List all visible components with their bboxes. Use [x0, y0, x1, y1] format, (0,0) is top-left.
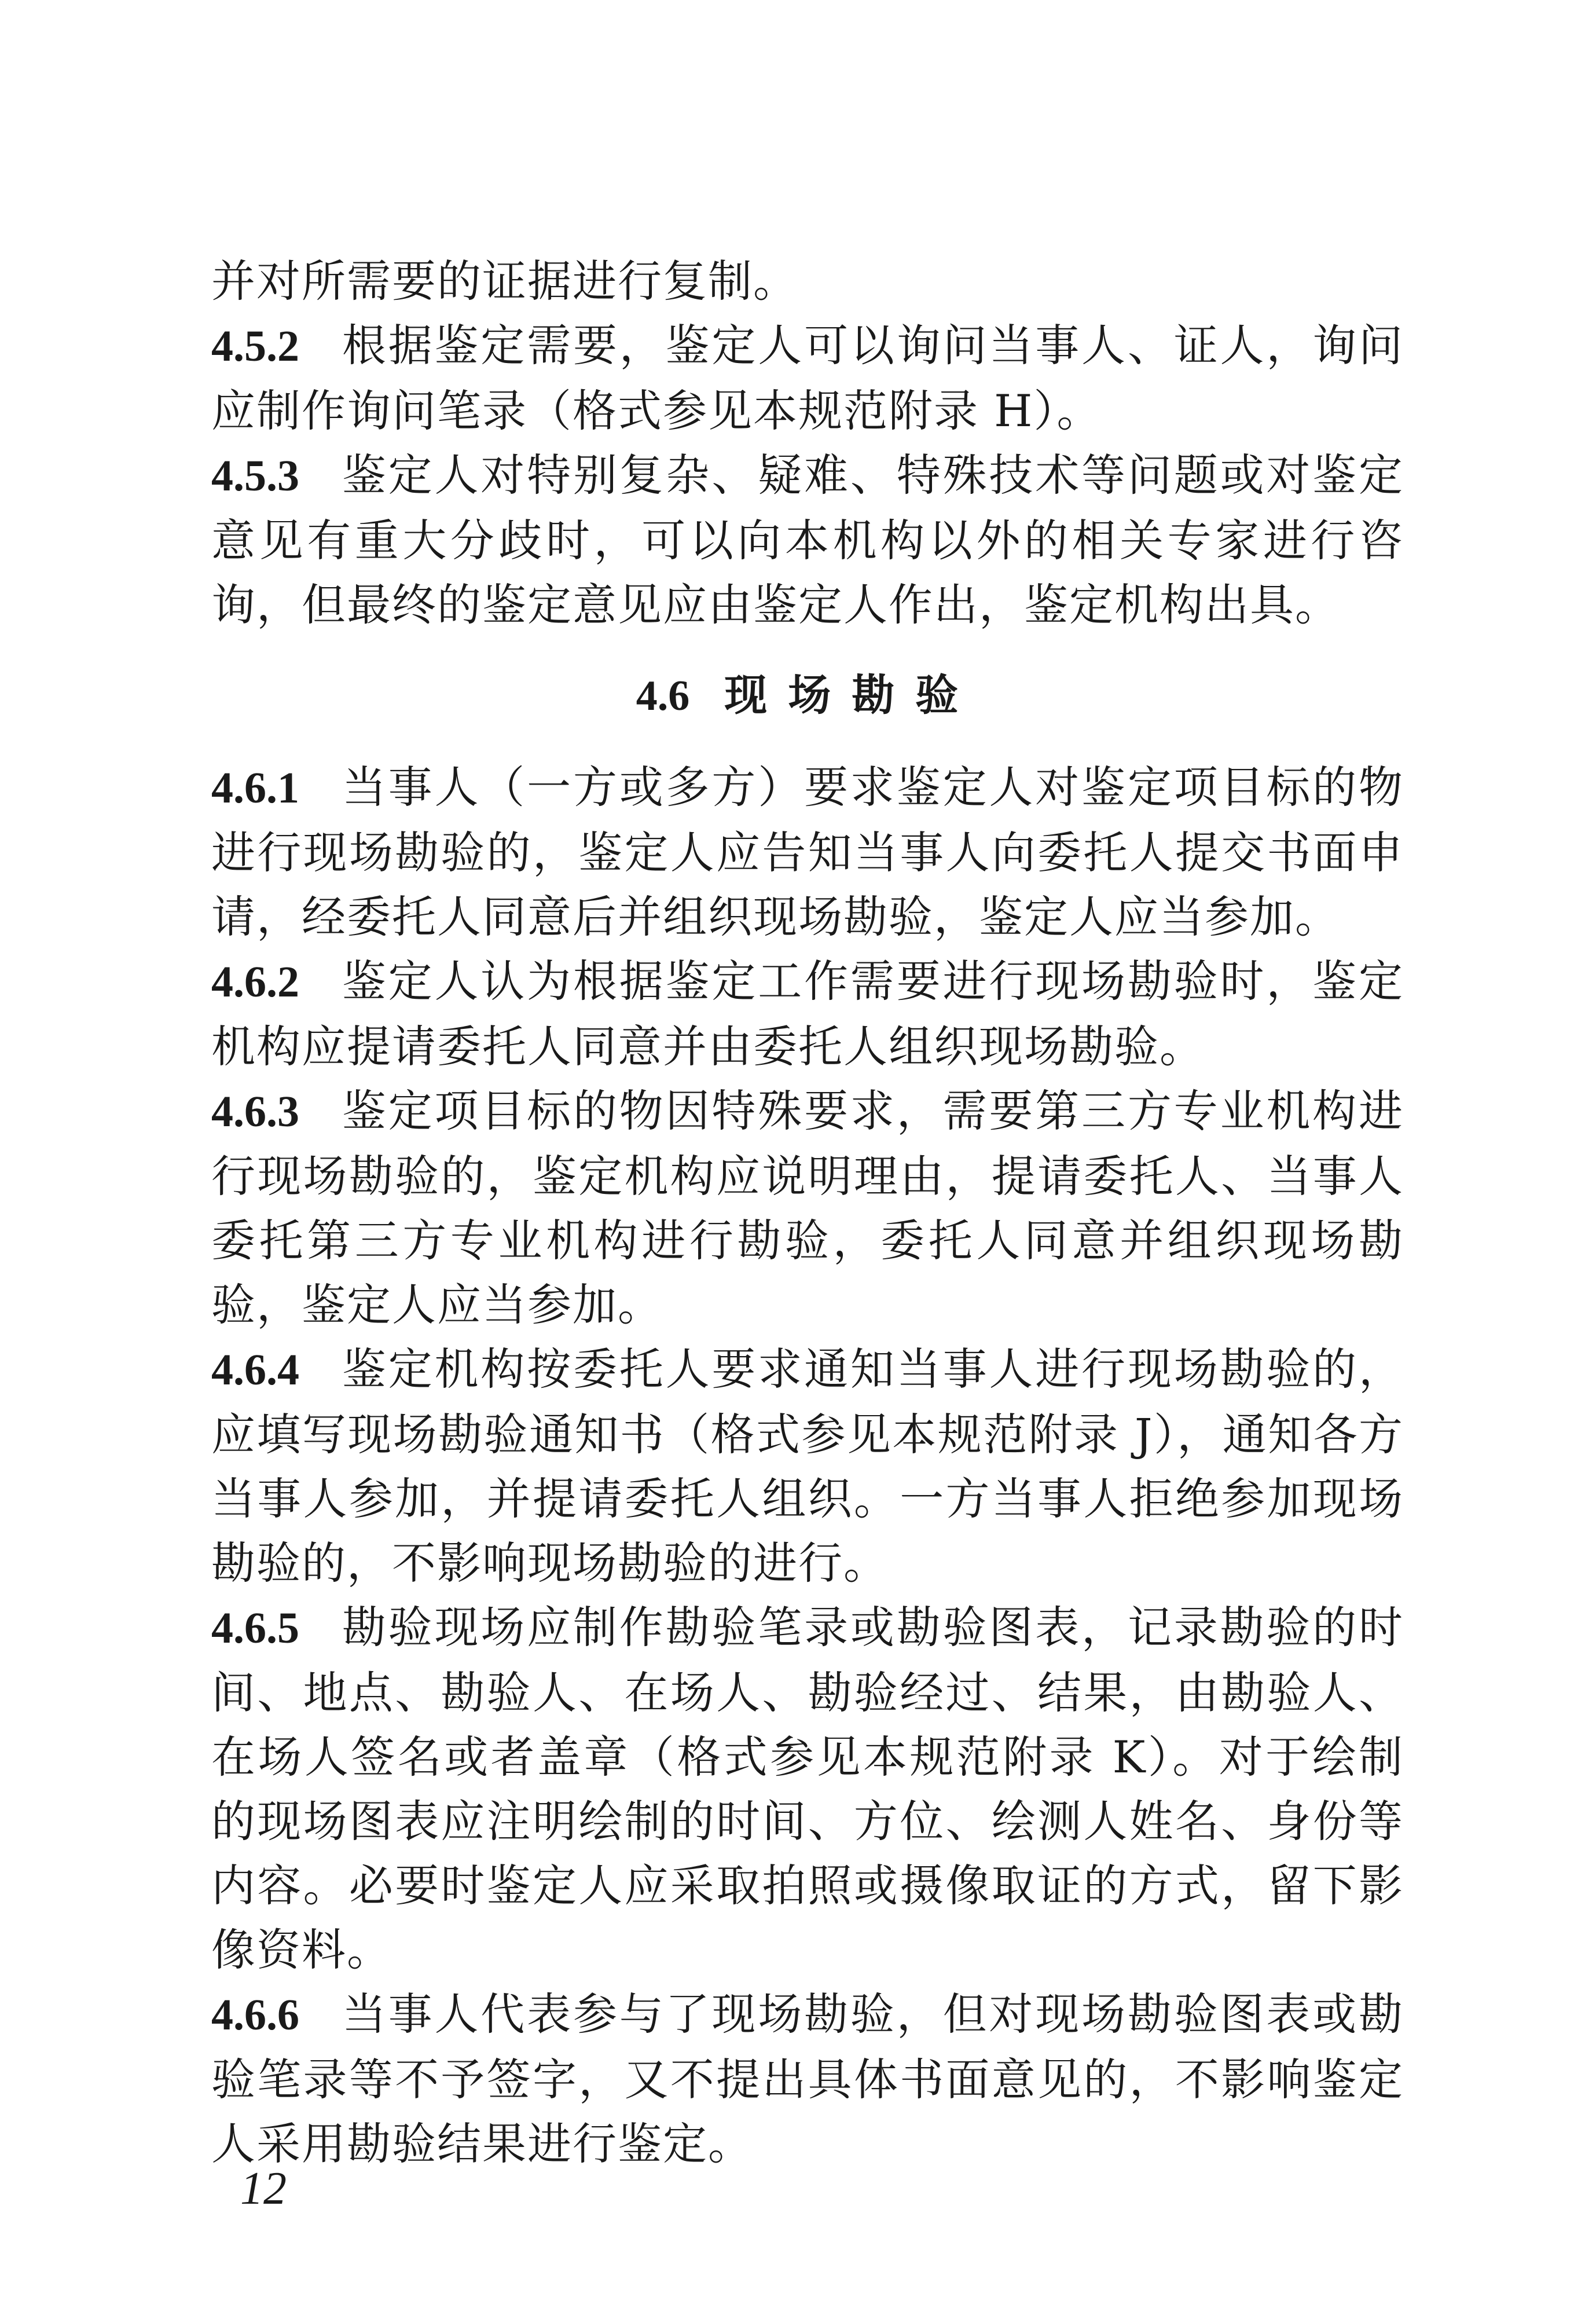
- section-title: 现场勘验: [724, 670, 979, 720]
- paragraph-text: 勘验现场应制作勘验笔录或勘验图表，记录勘验的时间、地点、勘验人、在场人、勘验经过、结果，由勘验人、在场人签名或者盖章（格式参见本规范附录 K）。对于绘制的现场图表应注明绘制的时间、方位、绘测人姓名、身份等内容。必要时鉴定人应采取拍照或摄像取证的方式，留下影像资料。: [211, 1602, 1404, 1976]
- paragraph-4-6-1: [211, 755, 1404, 949]
- clause-number: 4.6.5: [211, 1604, 299, 1653]
- clause-number: 4.6.2: [211, 958, 299, 1006]
- clause-number: 4.6.1: [211, 764, 299, 812]
- paragraph-text: 根据鉴定需要，鉴定人可以询问当事人、证人，询问应制作询问笔录（格式参见本规范附录 H）。: [211, 320, 1404, 437]
- section-heading: [211, 664, 1404, 728]
- paragraph-4-6-5: [211, 1595, 1404, 1982]
- paragraph-text: 并对所需要的证据进行复制。: [211, 255, 798, 307]
- paragraph-4-5-2: [211, 313, 1404, 443]
- paragraph-4-6-2: [211, 949, 1404, 1079]
- paragraph-text: 当事人（一方或多方）要求鉴定人对鉴定项目标的物进行现场勘验的，鉴定人应告知当事人向委托人提交书面申请，经委托人同意后并组织现场勘验，鉴定人应当参加。: [211, 761, 1404, 943]
- paragraph-text: 鉴定人认为根据鉴定工作需要进行现场勘验时，鉴定机构应提请委托人同意并由委托人组织现场勘验。: [211, 955, 1404, 1072]
- paragraph-continuation: [211, 249, 1404, 313]
- paragraph-text: 鉴定项目标的物因特殊要求，需要第三方专业机构进行现场勘验的，鉴定机构应说明理由，提请委托人、当事人委托第三方专业机构进行勘验，委托人同意并组织现场勘验，鉴定人应当参加。: [211, 1085, 1404, 1331]
- paragraph-4-5-3: [211, 443, 1404, 637]
- clause-number: 4.6.3: [211, 1087, 299, 1136]
- paragraph-4-6-4: [211, 1337, 1404, 1595]
- clause-number: 4.5.3: [211, 452, 299, 500]
- clause-number: 4.6.6: [211, 1991, 299, 2039]
- body-text: [211, 249, 1404, 2176]
- page-number: 12: [240, 2163, 287, 2214]
- section-number: 4.6: [636, 672, 690, 720]
- paragraph-text: 当事人代表参与了现场勘验，但对现场勘验图表或勘验笔录等不予签字，又不提出具体书面意见的，不影响鉴定人采用勘验结果进行鉴定。: [211, 1988, 1404, 2170]
- paragraph-4-6-6: [211, 1982, 1404, 2176]
- clause-number: 4.5.2: [211, 322, 299, 371]
- paragraph-text: 鉴定机构按委托人要求通知当事人进行现场勘验的，应填写现场勘验通知书（格式参见本规范附录 J），通知各方当事人参加，并提请委托人组织。一方当事人拒绝参加现场勘验的，不影响现场勘验的进行。: [211, 1343, 1404, 1589]
- paragraph-text: 鉴定人对特别复杂、疑难、特殊技术等问题或对鉴定意见有重大分歧时，可以向本机构以外的相关专家进行咨询，但最终的鉴定意见应由鉴定人作出，鉴定机构出具。: [211, 449, 1404, 631]
- paragraph-4-6-3: [211, 1079, 1404, 1337]
- clause-number: 4.6.4: [211, 1346, 299, 1394]
